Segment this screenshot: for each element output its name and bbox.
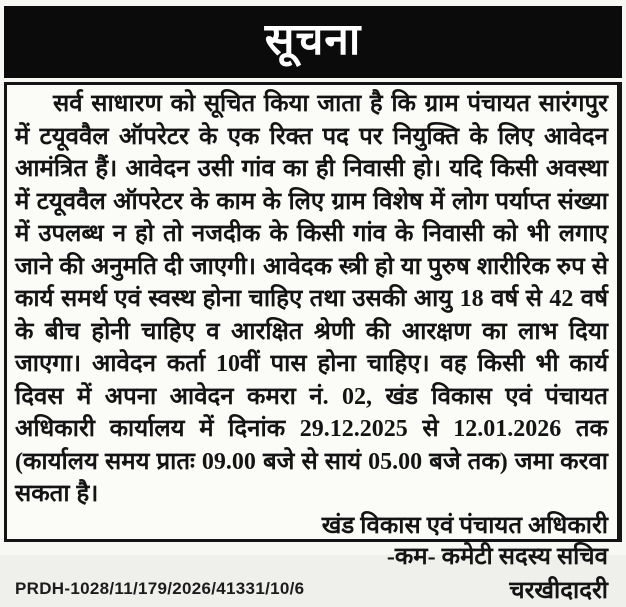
notice-body-text: सर्व साधारण को सूचित किया जाता है कि ग्राम पंचायत सारंगपुर में टयूववैल ऑपरेटर के एक रिक्त पद पर नियुक्ति के लिए आवेदन आमंत्रित हैं। आवेदन उसी गांव का ही निवासी हो। यदि किसी अवस्था में टयूववैल ऑपरेटर के काम के लिए ग्राम विशेष में लोग पर्याप्त संख्या में उपलब्ध न हो तो नजदीक के किसी गांव के निवासी को भी लगाए जाने की अनुमति दी जाएगी। आवेदक स्त्री हो या पुरुष शारीरिक रुप से कार्य समर्थ एवं स्वस्थ होना चाहिए तथा उसकी आयु 18 वर्ष से 42 वर्ष के बीच होनी चाहिए व आरक्षित श्रेणी की आरक्षण का लाभ दिया जाएगा। आवेदन कर्ता 10वीं पास होना चाहिए। वह किसी भी कार्य दिवस में अपना आवेदन कमरा नं. 02, खंड विकास एवं पंचायत अधिकारी कार्यालय में दिनांक 29.12.2025 से 12.01.2026 तक (कार्यालय समय प्रातः 09.00 बजे से सायं 05.00 बजे तक) जमा करवा सकता है।	[15, 91, 609, 507]
notice-title: सूचना	[264, 15, 362, 64]
notice-body-box	[4, 82, 622, 604]
signature-block	[15, 511, 608, 607]
signatory-designation-line2: -कम- कमेटी सदस्य सचिव	[386, 543, 608, 570]
signatory-place: चरखीदादरी	[509, 577, 608, 604]
signatory-designation-line1: खंड विकास एवं पंचायत अधिकारी	[321, 512, 608, 539]
footer-row	[15, 573, 608, 607]
reference-number: PRDH-1028/11/179/2026/41331/10/6	[15, 578, 305, 598]
notice-title-banner	[4, 6, 622, 78]
